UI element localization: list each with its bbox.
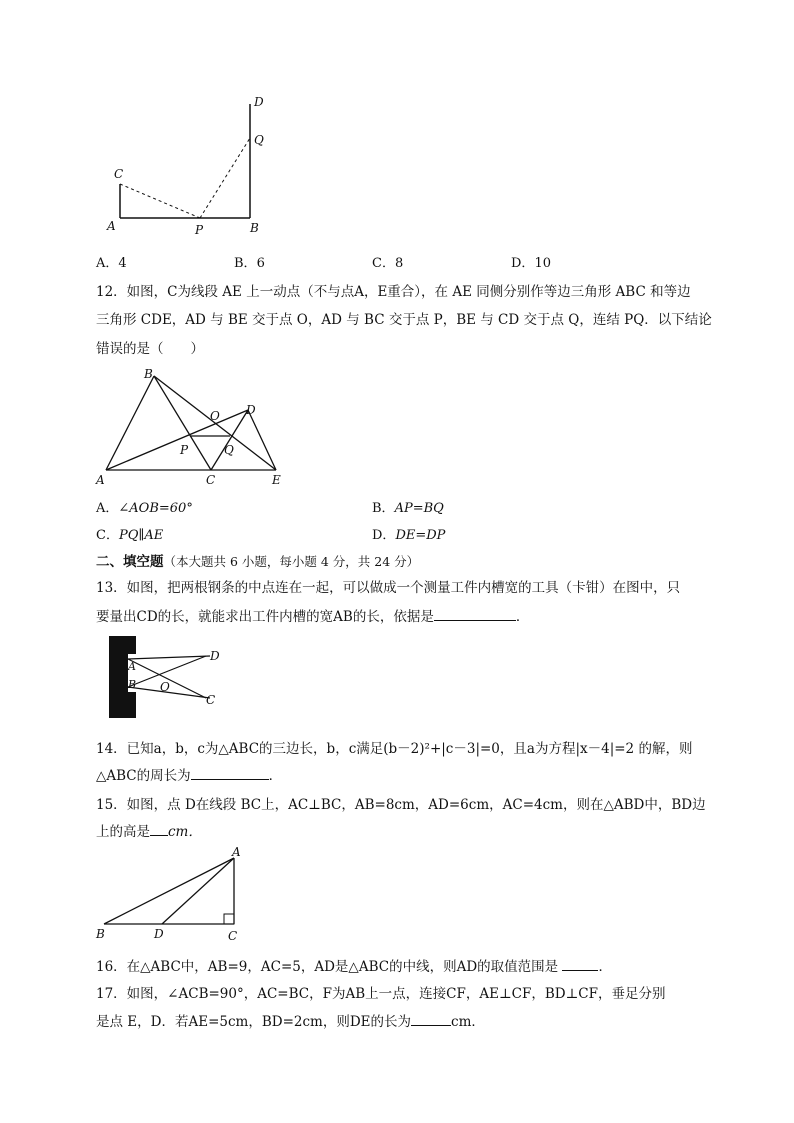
label-e: E	[272, 473, 281, 487]
steel-bar-ad	[128, 656, 210, 659]
segment-be	[154, 376, 276, 470]
segment-ad	[162, 858, 234, 924]
q12-line3: 错误的是（ ）	[96, 341, 204, 357]
label-a: A	[107, 219, 116, 233]
label-c: C	[228, 929, 238, 943]
q13-figure	[106, 632, 236, 722]
label-b: B	[96, 927, 105, 941]
segment-ab	[104, 858, 234, 924]
right-angle-mark	[224, 914, 234, 924]
label-p: P	[195, 223, 204, 237]
q12-line1: 12．如图，C为线段 AE 上一动点（不与点A，E重合），在 AE 同侧分别作等边三角形 ABC 和等边	[96, 284, 691, 300]
section-heading: 二、填空题（本大题共 6 小题，每小题 4 分，共 24 分）	[96, 554, 420, 570]
label-q: Q	[254, 133, 264, 147]
q12-option-a[interactable]: A．∠AOB=60°	[96, 501, 193, 516]
q11-option-c[interactable]: C．8	[372, 256, 404, 271]
segment-ad	[106, 410, 248, 470]
q15-line2: 上的高是 cm．	[96, 820, 202, 840]
segment-pq	[200, 138, 250, 218]
label-o: O	[210, 409, 220, 423]
q12-figure	[94, 364, 294, 492]
q11-figure	[100, 92, 280, 238]
label-a: A	[128, 660, 136, 673]
label-a: A	[96, 473, 105, 487]
segment-de	[248, 410, 276, 470]
label-d: D	[210, 649, 220, 663]
label-b: B	[128, 678, 137, 691]
label-p: P	[180, 443, 189, 457]
q13-line2: 要量出CD的长，就能求出工件内槽的宽AB的长，依据是 ．	[96, 605, 529, 625]
q15-answer-blank[interactable]	[150, 821, 168, 836]
segment-ab	[106, 376, 154, 470]
label-b: B	[144, 367, 153, 381]
q14-line1: 14．已知a，b，c为△ABC的三边长，b，c满足(b－2)²+|c－3|=0，且a为方程|x－4|=2 的解，则	[96, 741, 693, 757]
q11-option-a[interactable]: A．4	[96, 256, 127, 271]
q14-line2: △ABC的周长为 ．	[96, 764, 282, 784]
q13-answer-blank[interactable]	[434, 606, 516, 621]
label-d: D	[154, 927, 164, 941]
q15-figure	[94, 842, 254, 944]
q13-line1: 13．如图，把两根钢条的中点连在一起，可以做成一个测量工件内槽宽的工具（卡钳）在图中，只	[96, 580, 681, 596]
label-q: Q	[224, 443, 234, 457]
label-b: B	[250, 221, 259, 235]
label-a: A	[232, 845, 241, 859]
q12-option-b[interactable]: B．AP=BQ	[372, 501, 444, 516]
q11-option-b[interactable]: B．6	[234, 256, 265, 271]
q17-line2: 是点 E，D．若AE=5cm，BD=2cm，则DE的长为 cm．	[96, 1010, 485, 1030]
label-o: O	[160, 680, 170, 694]
q15-line1: 15．如图，点 D在线段 BC上，AC⊥BC，AB=8cm，AD=6cm，AC=4cm，则在△ABD中，BD边	[96, 797, 706, 813]
label-d: D	[254, 95, 264, 109]
q12-option-c[interactable]: C．PQ∥AE	[96, 528, 164, 543]
q17-answer-blank[interactable]	[411, 1011, 451, 1026]
q12-line2: 三角形 CDE，AD 与 BE 交于点 O，AD 与 BC 交于点 P，BE 与 CD 交于点 Q，连结 PQ．以下结论	[96, 312, 712, 328]
label-c: C	[206, 473, 216, 487]
label-c: C	[206, 693, 216, 707]
q17-line1: 17．如图，∠ACB=90°，AC=BC，F为AB上一点，连接CF，AE⊥CF，BD⊥CF，垂足分别	[96, 986, 666, 1002]
label-c: C	[114, 167, 124, 181]
q16-line: 16．在△ABC中，AB=9，AC=5，AD是△ABC的中线，则AD的取值范围是 ．	[96, 955, 612, 975]
q16-answer-blank[interactable]	[562, 956, 598, 971]
q14-answer-blank[interactable]	[191, 765, 269, 780]
label-d: D	[246, 403, 256, 417]
segment-cp	[120, 184, 200, 218]
caliper-workpiece	[109, 636, 136, 718]
q12-option-d[interactable]: D．DE=DP	[372, 528, 446, 543]
q11-option-d[interactable]: D．10	[511, 256, 551, 271]
